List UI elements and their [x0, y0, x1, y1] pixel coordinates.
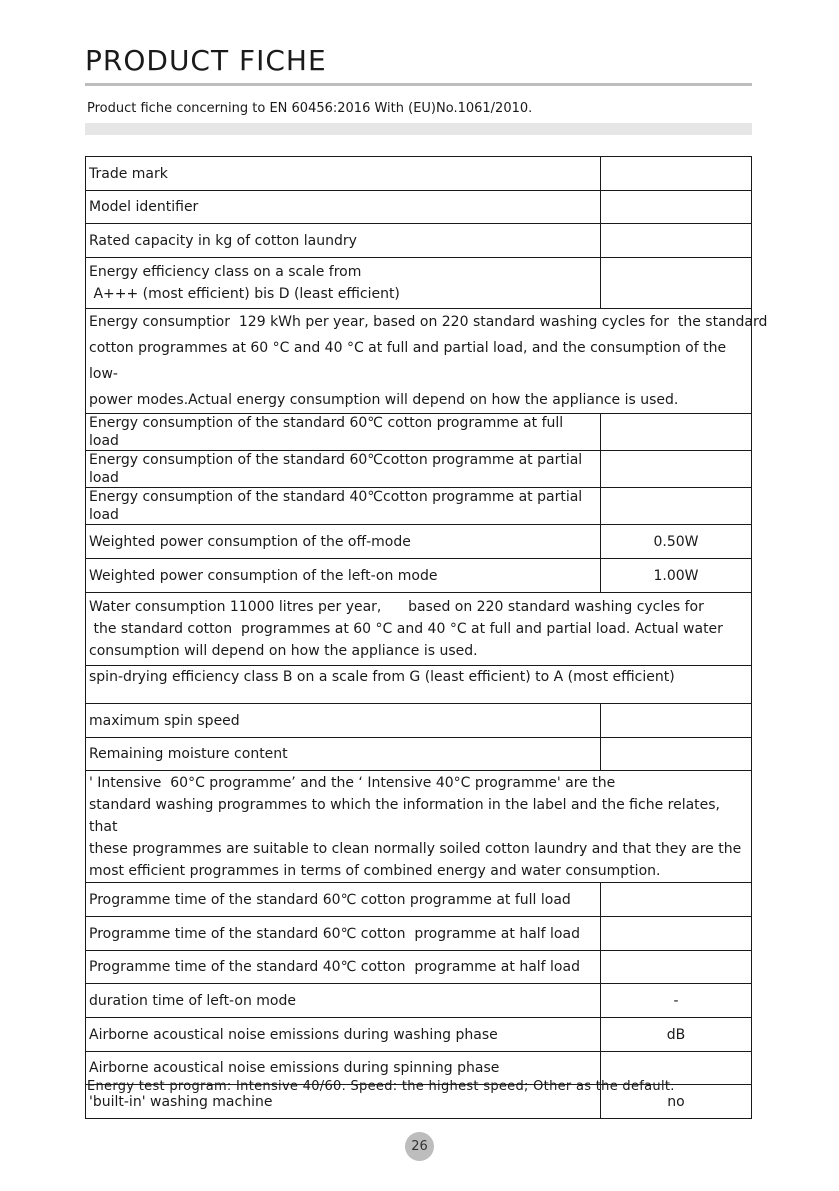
row-label: Model identifier — [86, 191, 601, 224]
row-label: Energy consumption of the standard 60℃cotton programme at partial load — [86, 451, 601, 488]
text-line: consumption will depend on how the appliance is used. — [89, 643, 478, 659]
table-row — [86, 738, 752, 771]
table-row — [86, 917, 752, 951]
table-row — [86, 157, 752, 191]
text-line: these programmes are suitable to clean normally soiled cotton laundry and that they are the — [89, 841, 742, 857]
row-label: Rated capacity in kg of cotton laundry — [86, 224, 601, 258]
row-label: Airborne acoustical noise emissions during spinning phase — [86, 1052, 601, 1085]
row-value — [601, 917, 752, 951]
row-label: Weighted power consumption of the off-mode — [86, 525, 601, 559]
row-value — [601, 951, 752, 984]
text-line: A+++ (most efficient) bis D (least efficient) — [89, 286, 400, 302]
row-value: dB — [601, 1018, 752, 1052]
row-label: Airborne acoustical noise emissions during washing phase — [86, 1018, 601, 1052]
text-line: Energy efficiency class on a scale from — [89, 264, 362, 280]
table-row — [86, 414, 752, 451]
row-label: Energy consumption of the standard 40℃cotton programme at partial load — [86, 488, 601, 525]
row-value: no — [601, 1085, 752, 1119]
row-label: Remaining moisture content — [86, 738, 601, 771]
row-label — [86, 258, 601, 309]
row-value — [601, 258, 752, 309]
row-label: maximum spin speed — [86, 704, 601, 738]
row-value — [601, 883, 752, 917]
text-line: the standard cotton programmes at 60 °C and 40 °C at full and partial load. Actual water — [89, 621, 723, 637]
row-value — [601, 704, 752, 738]
row-label: Programme time of the standard 60℃ cotton programme at full load — [86, 883, 601, 917]
row-label: Programme time of the standard 40℃ cotton programme at half load — [86, 951, 601, 984]
row-value — [601, 451, 752, 488]
table-row — [86, 593, 752, 666]
table-row — [86, 951, 752, 984]
subtitle: Product fiche concerning to EN 60456:2016 With (EU)No.1061/2010. — [87, 101, 533, 116]
footnote: Energy test program: Intensive 40/60. Speed: the highest speed; Other as the default. — [87, 1079, 675, 1094]
row-value — [601, 414, 752, 451]
table-row — [86, 1018, 752, 1052]
row-label: 'built-in' washing machine — [86, 1085, 601, 1119]
table-row — [86, 309, 752, 414]
row-label: Programme time of the standard 60℃ cotton programme at half load — [86, 917, 601, 951]
table-row — [86, 525, 752, 559]
water-consumption-statement — [86, 593, 752, 666]
table-row — [86, 704, 752, 738]
energy-consumption-statement — [86, 309, 768, 414]
page-number: 26 — [405, 1132, 434, 1161]
text-line: power modes.Actual energy consumption will depend on how the appliance is used. — [89, 392, 679, 408]
product-fiche-table — [85, 156, 768, 1119]
row-value: 0.50W — [601, 525, 752, 559]
page-title: PRODUCT FICHE — [85, 44, 327, 77]
row-value — [601, 224, 752, 258]
table-row — [86, 224, 752, 258]
intensive-programme-statement — [86, 771, 752, 883]
table-row — [86, 984, 752, 1018]
title-divider — [85, 83, 752, 86]
row-value — [601, 191, 752, 224]
table-row — [86, 258, 752, 309]
table-row — [86, 559, 752, 593]
table-row — [86, 883, 752, 917]
table-row — [86, 771, 752, 883]
row-label: duration time of left-on mode — [86, 984, 601, 1018]
row-value — [601, 488, 752, 525]
text-line: Water consumption 11000 litres per year, based on 220 standard washing cycles for — [89, 599, 704, 615]
table-row — [86, 666, 752, 704]
table-row — [86, 488, 752, 525]
row-value: - — [601, 984, 752, 1018]
row-label: Trade mark — [86, 157, 601, 191]
row-label: Energy consumption of the standard 60℃ cotton programme at full load — [86, 414, 601, 451]
text-line: ' Intensive 60°C programme’ and the ‘ Intensive 40°C programme' are the — [89, 775, 616, 791]
spin-class-statement: spin-drying efficiency class B on a scale from G (least efficient) to A (most efficient) — [86, 666, 752, 704]
grey-band — [85, 123, 752, 135]
table-row — [86, 191, 752, 224]
row-label: Weighted power consumption of the left-on mode — [86, 559, 601, 593]
text-line: Energy consumptior 129 kWh per year, based on 220 standard washing cycles for the standard — [89, 314, 768, 330]
row-value — [601, 157, 752, 191]
text-line: most efficient programmes in terms of combined energy and water consumption. — [89, 863, 661, 879]
table-row — [86, 451, 752, 488]
text-line: standard washing programmes to which the information in the label and the fiche relates, that — [89, 797, 721, 835]
text-line: cotton programmes at 60 °C and 40 °C at full and partial load, and the consumption of the low- — [89, 340, 727, 382]
row-value — [601, 738, 752, 771]
row-value: 1.00W — [601, 559, 752, 593]
